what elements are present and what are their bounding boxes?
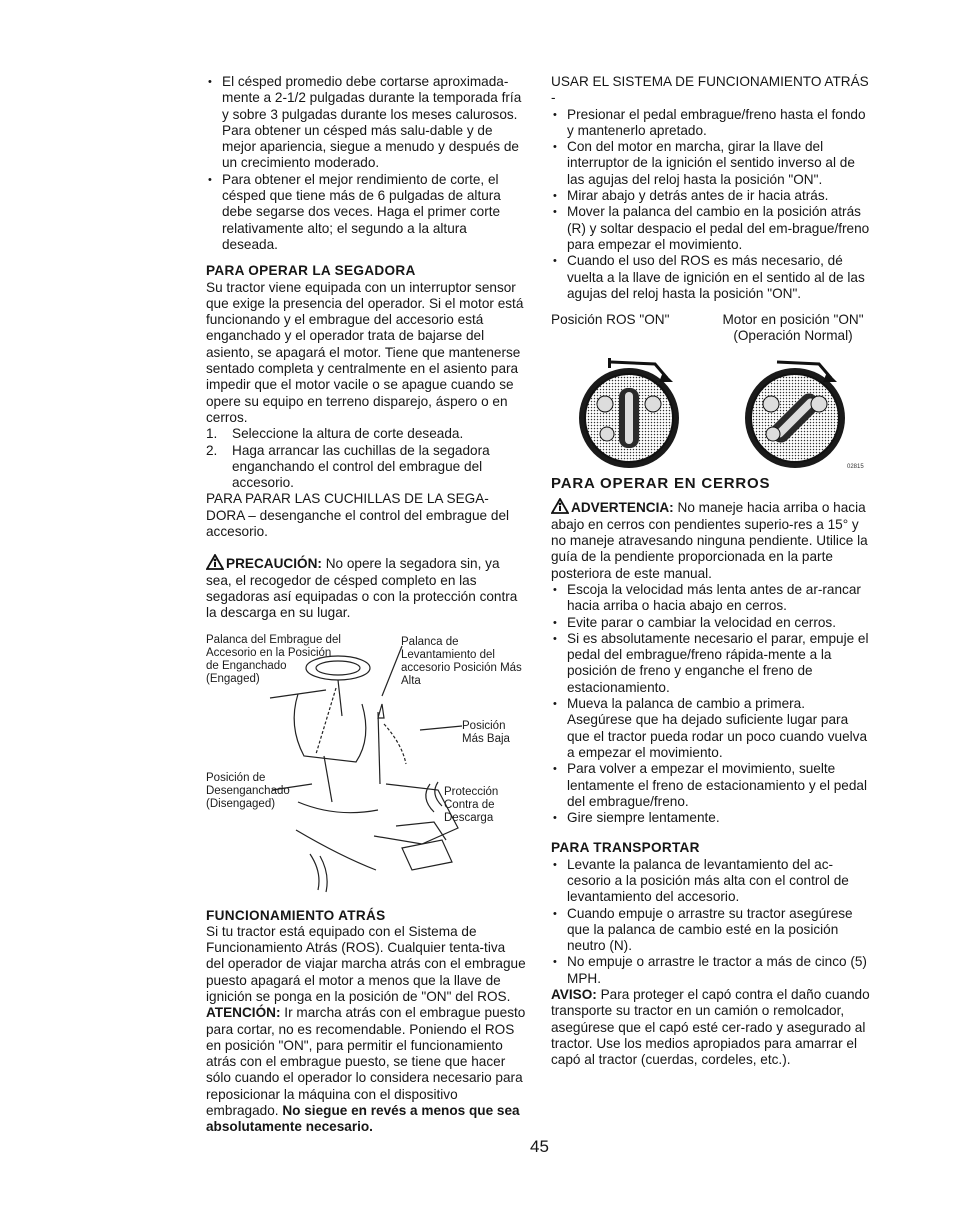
section-heading-usar: USAR EL SISTEMA DE FUNCIONAMIENTO ATRÁS -: [551, 74, 869, 106]
aviso-paragraph: AVISO: Para proteger el capó contra el daño cuando transporte su tractor en un camión o remolcador, asegúrese que el capó esté cer-rado y asegurado al tractor. Use los medios apropiados para amarrar el capó al tractor (cuerdas, cordeles, etc.).: [551, 987, 870, 1068]
engaged-label: Palanca del Embrague del Accesorio en la Posición de Enganchado (Engaged): [206, 633, 341, 685]
list-item: • Evite parar o cambiar la velocidad en cerros.: [551, 615, 871, 631]
lowest-position-label: Posición Más Baja: [462, 719, 510, 745]
list-item: • Para obtener el mejor rendimiento de corte, el césped que tiene más de 6 pulgadas de altura debe segarse dos veces. Haga el primer corte relativamente alto; el segundo a la altura deseada.: [206, 172, 526, 253]
disengaged-label: Posición de Desenganchado (Disengaged): [206, 771, 290, 810]
list-item: • Con del motor en marcha, girar la llave del interruptor de la ignición el sentido inverso al de las agujas del reloj hasta la posición "ON".: [551, 139, 871, 188]
page-number: 45: [530, 1137, 549, 1156]
motor-on-label: Motor en posición "ON" (Operación Normal): [722, 312, 864, 344]
cerros-bullet-list: [551, 582, 871, 826]
list-item: • Si es absolutamente necesario el parar, empuje el pedal del embrague/freno rápida-mente a la posición de freno y enganche el freno de estacionamiento.: [551, 631, 871, 696]
list-item: • Presionar el pedal embrague/freno hasta el fondo y mantenerlo apretado.: [551, 107, 871, 140]
advertencia-paragraph: ADVERTENCIA: No maneje hacia arriba o hacia abajo en cerros con pendientes superio-res a 15° y no maneje atravesando ninguna pendiente. Utilice la guía de la pendiente proporcionada en la parte posteriora de este manual.: [551, 500, 868, 581]
parar-paragraph: PARA PARAR LAS CUCHILLAS DE LA SEGA-DORA – desenganche el control del embrague del accesorio.: [206, 491, 510, 540]
ignition-key-dials: [551, 352, 871, 472]
figure-code: 02815: [847, 464, 864, 471]
key-positions-caption: [551, 312, 871, 348]
list-item: • Cuando el uso del ROS es más necesario, dé vuelta a la llave de ignición en el sentido al de las agujas del reloj hasta la posición "ON".: [551, 253, 871, 302]
intro-bullet-list: [206, 74, 526, 253]
list-item: • El césped promedio debe cortarse aproximada-mente a 2-1/2 pulgadas durante la temporada fría y sobre 3 pulgadas durante los meses calurosos. Para obtener un césped más salu-dable y de mejor apariencia, siegue a menudo y después de un crecimiento moderado.: [206, 74, 526, 172]
warning-person-icon: [551, 498, 569, 514]
ros-dial-icon: [579, 358, 679, 468]
list-item: • Mover la palanca del cambio en la posición atrás (R) y soltar despacio el pedal del em-brague/freno para empezar el movimiento.: [551, 204, 871, 253]
right-column: [551, 74, 871, 1069]
list-item: • Para volver a empezar el movimiento, suelte lentamente el freno de estacionamiento y el pedal del embrague/freno.: [551, 761, 871, 810]
discharge-chute-label: Protección Contra de Descarga: [444, 785, 499, 824]
list-item: • Escoja la velocidad más lenta antes de ar-rancar hacia arriba o hacia abajo en cerros.: [551, 582, 871, 615]
list-item: • Gire siempre lentamente.: [551, 810, 871, 826]
atencion-paragraph: ATENCIÓN: Ir marcha atrás con el embrague puesto para cortar, no es recomendable. Poniendo el ROS en posición "ON", para permitir el funcionamiento atrás con el embrague puesto, se tiene que hacer sólo cuando el operador lo considera necesario para reposicionar la máquina con el dispositivo embragado. No siegue en revés a menos que sea absolutamente necesario.: [206, 1005, 526, 1135]
section-heading-atras: FUNCIONAMIENTO ATRÁS: [206, 907, 386, 923]
atras-paragraph: Si tu tractor está equipado con el Sistema de Funcionamiento Atrás (ROS). Cualquier tenta-tiva del operador de viajar marcha atrás con el embrague puesto apagará el motor a menos que la llave de ignición se ponga en la posición de "ON" del ROS.: [206, 923, 526, 1004]
warning-person-icon: [206, 554, 224, 570]
section-heading-cerros: PARA OPERAR EN CERROS: [551, 475, 771, 493]
motor-on-dial-icon: [745, 362, 845, 468]
operar-paragraph: Su tractor viene equipada con un interruptor sensor que exige la presencia del operador. Si el motor está funcionando y el embrague del accesorio está enganchado y el operador trata de bajarse del asiento, se apagará el motor. Tiene que mantenerse sentado completa y centralmente en el asiento para impedir que el motor vacile o se apague cuando se opere su equipo en terreno disparejo, áspero o en cerros.: [206, 279, 524, 425]
list-item: • Levante la palanca de levantamiento del ac-cesorio a la posición más alta con el control de levantamiento del accesorio.: [551, 857, 871, 906]
steps-list: [206, 426, 526, 491]
transportar-bullet-list: [551, 857, 871, 987]
section-heading-operar: PARA OPERAR LA SEGADORA: [206, 263, 416, 279]
precaucion-paragraph: PRECAUCIÓN: No opere la segadora sin, ya sea, el recogedor de césped completo en las segadoras así equipadas o con la protección contra la descarga en su lugar.: [206, 556, 518, 621]
list-item: 1. Seleccione la altura de corte deseada.: [206, 426, 464, 442]
list-item: • Cuando empuje o arrastre su tractor asegúrese que la palanca de cambio esté en la posición neutro (N).: [551, 906, 871, 955]
usar-bullet-list: [551, 107, 871, 303]
lift-lever-label: Palanca de Levantamiento del accesorio Posición Más Alta: [401, 635, 522, 687]
ignition-dials-figure: [551, 352, 871, 472]
section-heading-transportar: PARA TRANSPORTAR: [551, 840, 700, 856]
list-item: • Mirar abajo y detrás antes de ir hacia atrás.: [551, 188, 871, 204]
mower-controls-illustration: [206, 634, 526, 904]
left-column: [206, 74, 526, 1136]
list-item: • Mueva la palanca de cambio a primera. Asegúrese que ha dejado suficiente lugar para que el tractor pueda rodar un poco cuando vuelva a empezar el movimiento.: [551, 696, 871, 761]
list-item: 2. Haga arrancar las cuchillas de la segadora enganchando el control del embrague del accesorio.: [206, 442, 490, 491]
list-item: • No empuje o arrastre le tractor a más de cinco (5) MPH.: [551, 954, 871, 987]
ros-on-label: Posición ROS "ON": [551, 312, 670, 328]
